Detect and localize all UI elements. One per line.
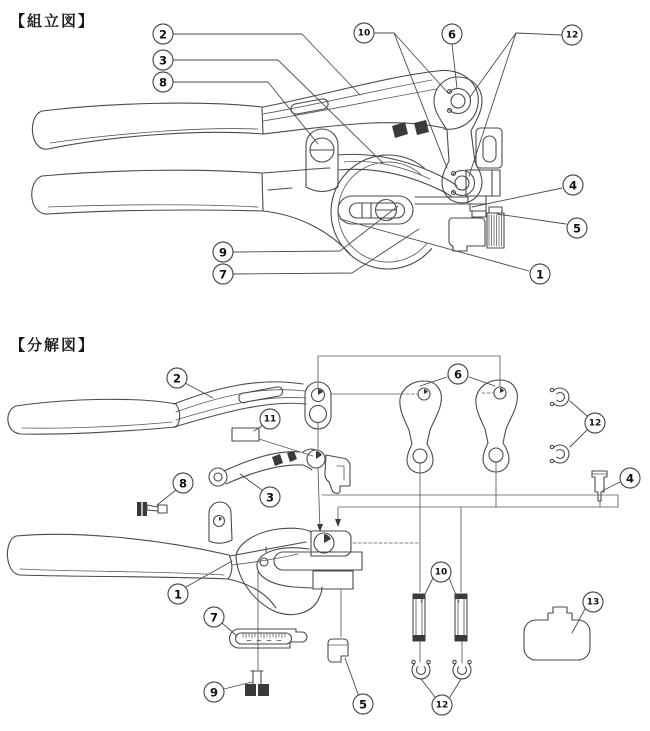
leader-line [186,561,232,587]
callout-number: 8 [178,476,188,491]
callout-12 [421,679,461,715]
callout-9 [213,206,398,262]
exploded-lever [209,449,350,493]
callout-5 [345,658,373,714]
leader-line [394,33,447,168]
leader-line [345,658,358,694]
exploded-part-11 [232,428,313,456]
callout-6 [420,364,495,386]
callout-number: 12 [588,418,602,429]
assembly-upper-grip [32,103,263,149]
callout-number: 2 [172,371,182,386]
callout-number: 10 [357,28,371,39]
leader-line [421,578,433,602]
callout-number: 4 [568,178,578,193]
callout-2 [153,24,360,95]
assembly-punch-block [415,196,504,251]
callout-number: 11 [263,414,277,425]
leader-line [452,44,457,88]
leader-line [157,490,176,505]
callout-number: 7 [218,267,228,282]
leader-line [570,401,587,416]
leader-line [185,383,213,398]
assembly-title: 【組立図】 [10,12,96,30]
callout-1 [168,561,232,604]
callout-4 [602,468,640,491]
callout-12 [570,401,605,447]
leader-line [570,430,587,447]
callout-2 [167,368,213,398]
leader-line [240,474,262,490]
leader-line [449,578,459,602]
callout-7 [213,229,419,284]
leader-line [233,206,398,252]
leader-line [421,679,435,697]
assembly-lever [306,129,457,197]
callout-number: 7 [209,610,219,625]
callout-number: 1 [173,587,183,602]
leader-line [173,34,360,95]
callout-9 [204,682,252,702]
callout-number: 13 [586,597,600,608]
callout-3 [240,474,280,507]
callout-10 [421,562,459,602]
exploded-callouts [157,364,640,715]
exploded-part-7-gauge [230,629,308,648]
assembly-drawing [32,70,504,269]
callout-number: 6 [447,27,457,42]
callout-number: 8 [158,75,168,90]
callout-8 [157,473,193,505]
callout-number: 3 [158,53,168,68]
exploded-part-8-screw [137,502,167,516]
assembly-link-plate [434,77,482,203]
callout-5 [497,214,587,238]
callout-number: 12 [435,700,449,711]
callout-4 [472,175,583,207]
exploded-link-plates [400,380,518,473]
assembly-jaw [331,155,432,269]
exploded-part-4-punch [592,471,607,501]
callout-number: 9 [209,685,219,700]
leader-line [602,482,620,491]
callout-number: 6 [453,367,463,382]
assembly-lower-handle [32,168,350,254]
callout-12 [469,25,582,176]
leader-line [450,679,461,697]
exploded-drawing [7,356,618,696]
callout-number: 3 [265,490,275,505]
leader-line [340,219,529,271]
callout-6 [442,24,462,88]
leader-line [173,82,318,144]
assembly-callouts [153,23,587,284]
exploded-part-13 [524,607,590,660]
callout-number: 1 [535,267,545,282]
callout-number: 12 [565,30,579,41]
exploded-part-9-screw [245,671,269,696]
leader-line [470,33,562,97]
leader-line [469,33,516,176]
callout-number: 2 [158,27,168,42]
exploded-erings-top [550,388,569,463]
callout-number: 5 [358,697,368,712]
callout-number: 9 [218,245,228,260]
callout-1 [340,219,550,284]
leader-line [497,214,566,224]
exploded-upper-handle [8,382,331,434]
exploded-title: 【分解図】 [10,336,96,354]
callout-13 [572,592,603,633]
callout-number: 4 [625,471,635,486]
callout-number: 10 [434,567,448,578]
assembly-gauge-plate [338,196,413,224]
callout-number: 5 [572,221,582,236]
exploded-alignment-lines [258,356,618,670]
callout-7 [204,607,237,636]
